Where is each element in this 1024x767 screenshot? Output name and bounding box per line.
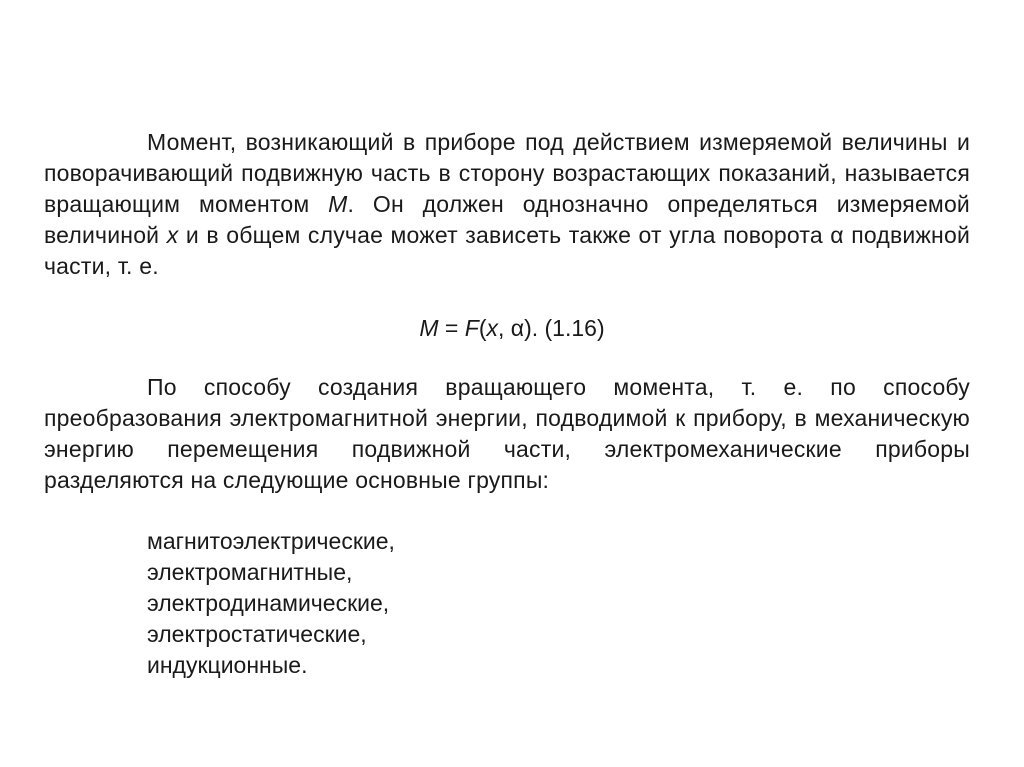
device-groups-list: [147, 526, 395, 681]
variable-m: М: [328, 191, 348, 217]
text-run: Момент, возникающий в приборе под действием измеряемой величины и поворачивающий подвижную часть в сторону возрастающих показаний, называется вращающим моментом: [44, 129, 970, 217]
variable-x: х: [166, 222, 179, 248]
list-item: электростатические,: [147, 621, 367, 647]
formula-arg: х: [486, 315, 498, 341]
paragraph-classification: [44, 372, 970, 496]
formula-rest: , α). (1.16): [498, 315, 605, 341]
paragraph-torque-definition: [44, 127, 970, 282]
text-run: и в общем случае может зависеть также от угла поворота α подвижной части, т. е.: [44, 222, 970, 279]
list-item: электродинамические,: [147, 590, 390, 616]
paragraph-text: По способу создания вращающего момента, т. е. по способу преобразования электромагнитной энергии, подводимой к прибору, в механическую энергию перемещения подвижной части, электромеханические приборы разделяются на следующие основные группы:: [44, 374, 970, 493]
formula-1-16: [0, 313, 1024, 344]
paragraph-text: [44, 127, 970, 282]
formula-func: F: [464, 315, 479, 341]
formula-eq: =: [438, 315, 465, 341]
list-item: индукционные.: [147, 652, 308, 678]
formula-lhs: М: [419, 315, 439, 341]
formula-open: (: [478, 315, 487, 341]
list-item: магнитоэлектрические,: [147, 528, 395, 554]
list-item: электромагнитные,: [147, 559, 353, 585]
text-run: . Он должен однозначно определяться измеряемой величиной: [44, 191, 970, 248]
